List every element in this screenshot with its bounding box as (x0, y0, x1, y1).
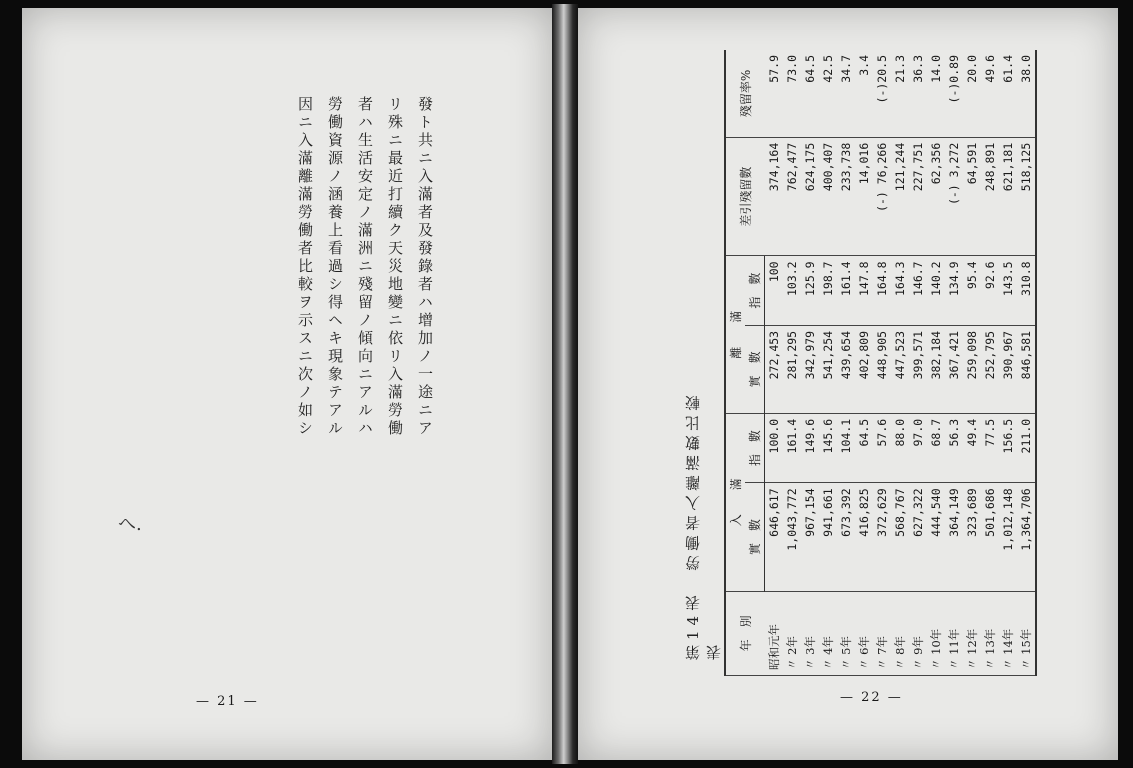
table-row (765, 50, 783, 676)
cell-year: 〃 7年 (873, 591, 891, 675)
cell-entry-index: 145.6 (819, 413, 837, 483)
cell-net: 518,125 (1017, 137, 1036, 256)
cell-year: 〃 11年 (945, 591, 963, 675)
cell-exit-count: 402,809 (855, 325, 873, 413)
cell-year: 〃 13年 (981, 591, 999, 675)
cell-entry-count: 1,043,772 (783, 483, 801, 591)
left-body-line-5: 因ニ入滿離滿勞働者比較ヲ示スニ次ノ如シ (296, 96, 314, 438)
cell-entry-index: 97.0 (909, 413, 927, 483)
cell-exit-index: 198.7 (819, 256, 837, 326)
cell-entry-count: 673,392 (837, 483, 855, 591)
cell-exit-index: 146.7 (909, 256, 927, 326)
cell-net: 233,738 (837, 137, 855, 256)
left-page (22, 8, 552, 760)
table-row (819, 50, 837, 676)
cell-exit-count: 342,979 (801, 325, 819, 413)
cell-rate: 61.4 (999, 50, 1017, 137)
header-rate: 殘留率% (725, 50, 765, 137)
cell-year: 昭和元年 (765, 591, 783, 675)
cell-year: 〃 14年 (999, 591, 1017, 675)
cell-entry-count: 364,149 (945, 483, 963, 591)
table-row (981, 50, 999, 676)
table-row (927, 50, 945, 676)
cell-year: 〃 4年 (819, 591, 837, 675)
cell-entry-index: 104.1 (837, 413, 855, 483)
cell-entry-index: 88.0 (891, 413, 909, 483)
left-body-line-4: 勞働資源ノ涵養上看過シ得ヘキ現象テアル (326, 96, 344, 438)
cell-exit-index: 147.8 (855, 256, 873, 326)
header-year: 年 別 (725, 591, 765, 675)
cell-entry-count: 967,154 (801, 483, 819, 591)
cell-entry-count: 646,617 (765, 483, 783, 591)
cell-entry-index: 149.6 (801, 413, 819, 483)
cell-exit-index: 103.2 (783, 256, 801, 326)
right-page-number: — 22 — (840, 690, 903, 705)
cell-entry-index: 77.5 (981, 413, 999, 483)
cell-exit-count: 399,571 (909, 325, 927, 413)
cell-exit-count: 382,184 (927, 325, 945, 413)
cell-exit-index: 143.5 (999, 256, 1017, 326)
cell-year: 〃 10年 (927, 591, 945, 675)
table-row (855, 50, 873, 676)
cell-exit-index: 140.2 (927, 256, 945, 326)
cell-net: 400,407 (819, 137, 837, 256)
cell-entry-index: 100.0 (765, 413, 783, 483)
cell-net: 621,181 (999, 137, 1017, 256)
cell-entry-count: 941,661 (819, 483, 837, 591)
table-row (783, 50, 801, 676)
cell-rate: 64.5 (801, 50, 819, 137)
cell-net: 62,356 (927, 137, 945, 256)
cell-exit-index: 164.3 (891, 256, 909, 326)
table-row (891, 50, 909, 676)
cell-entry-index: 49.4 (963, 413, 981, 483)
cell-year: 〃 2年 (783, 591, 801, 675)
cell-rate: 57.9 (765, 50, 783, 137)
header-entry-count: 實 數 (745, 483, 765, 591)
cell-net: 64,591 (963, 137, 981, 256)
left-page-number: — 21 — (196, 694, 259, 709)
cell-rate: (-)20.5 (873, 50, 891, 137)
cell-net: 374,164 (765, 137, 783, 256)
left-body-line-3: 者ハ生活安定ノ滿洲ニ殘留ノ傾向ニアルハ (356, 96, 374, 438)
cell-rate: 42.5 (819, 50, 837, 137)
cell-entry-index: 56.3 (945, 413, 963, 483)
cell-entry-index: 161.4 (783, 413, 801, 483)
cell-exit-index: 161.4 (837, 256, 855, 326)
cell-exit-index: 134.9 (945, 256, 963, 326)
table-row (963, 50, 981, 676)
header-exit-index: 指 數 (745, 256, 765, 326)
left-body-line-2: リ殊ニ最近打續ク天災地變ニ依リ入滿勞働 (386, 96, 404, 438)
cell-exit-index: 310.8 (1017, 256, 1036, 326)
header-exit-count: 實 數 (745, 325, 765, 413)
cell-entry-index: 156.5 (999, 413, 1017, 483)
table-row (837, 50, 855, 676)
cell-exit-count: 846,581 (1017, 325, 1036, 413)
cell-rate: 38.0 (1017, 50, 1036, 137)
cell-year: 〃 6年 (855, 591, 873, 675)
table-row (945, 50, 963, 676)
cell-exit-index: 92.6 (981, 256, 999, 326)
cell-exit-count: 390,967 (999, 325, 1017, 413)
cell-exit-index: 164.8 (873, 256, 891, 326)
table-row (801, 50, 819, 676)
cell-year: 〃 15年 (1017, 591, 1036, 675)
cell-exit-count: 439,654 (837, 325, 855, 413)
cell-year: 〃 12年 (963, 591, 981, 675)
cell-entry-index: 64.5 (855, 413, 873, 483)
header-net: 差引殘留數 (725, 137, 765, 256)
cell-rate: 73.0 (783, 50, 801, 137)
cell-rate: 14.0 (927, 50, 945, 137)
table-row (999, 50, 1017, 676)
cell-net: 121,244 (891, 137, 909, 256)
cell-entry-count: 1,012,148 (999, 483, 1017, 591)
cell-exit-count: 447,523 (891, 325, 909, 413)
comparison-table (724, 50, 1042, 676)
cell-rate: 21.3 (891, 50, 909, 137)
cell-net: (-) 3,272 (945, 137, 963, 256)
cell-net: 762,477 (783, 137, 801, 256)
table-row (873, 50, 891, 676)
cell-entry-count: 372,629 (873, 483, 891, 591)
cell-year: 〃 5年 (837, 591, 855, 675)
cell-entry-count: 568,767 (891, 483, 909, 591)
book-spine (552, 4, 578, 764)
cell-exit-count: 252,795 (981, 325, 999, 413)
cell-net: (-) 76,266 (873, 137, 891, 256)
header-entry: 入 滿 (725, 413, 745, 591)
left-body-line-1: 發ト共ニ入滿者及發錄者ハ增加ノ一途ニア (416, 96, 434, 438)
cell-exit-count: 448,905 (873, 325, 891, 413)
stray-mark: へ. (118, 514, 142, 535)
cell-entry-index: 57.6 (873, 413, 891, 483)
cell-entry-count: 416,825 (855, 483, 873, 591)
header-entry-index: 指 數 (745, 413, 765, 483)
cell-exit-index: 125.9 (801, 256, 819, 326)
cell-rate: 34.7 (837, 50, 855, 137)
cell-year: 〃 3年 (801, 591, 819, 675)
cell-entry-count: 323,689 (963, 483, 981, 591)
cell-net: 227,751 (909, 137, 927, 256)
cell-rate: (-)0.89 (945, 50, 963, 137)
table-row (1017, 50, 1036, 676)
cell-entry-count: 444,540 (927, 483, 945, 591)
cell-exit-index: 95.4 (963, 256, 981, 326)
cell-net: 248,891 (981, 137, 999, 256)
table-header-row-1 (725, 50, 745, 676)
cell-rate: 36.3 (909, 50, 927, 137)
cell-entry-index: 68.7 (927, 413, 945, 483)
header-exit: 離 滿 (725, 256, 745, 413)
cell-net: 624,175 (801, 137, 819, 256)
table-title: 第14表 勞働者入離滿數比較表 (684, 390, 723, 660)
cell-net: 14,016 (855, 137, 873, 256)
cell-entry-count: 1,364,706 (1017, 483, 1036, 591)
table-row (909, 50, 927, 676)
cell-exit-index: 100 (765, 256, 783, 326)
cell-exit-count: 541,254 (819, 325, 837, 413)
cell-exit-count: 281,295 (783, 325, 801, 413)
cell-rate: 20.0 (963, 50, 981, 137)
cell-exit-count: 272,453 (765, 325, 783, 413)
cell-entry-count: 627,322 (909, 483, 927, 591)
cell-entry-count: 501,686 (981, 483, 999, 591)
cell-rate: 3.4 (855, 50, 873, 137)
cell-entry-index: 211.0 (1017, 413, 1036, 483)
cell-year: 〃 9年 (909, 591, 927, 675)
cell-rate: 49.6 (981, 50, 999, 137)
cell-exit-count: 259,098 (963, 325, 981, 413)
cell-exit-count: 367,421 (945, 325, 963, 413)
cell-year: 〃 8年 (891, 591, 909, 675)
